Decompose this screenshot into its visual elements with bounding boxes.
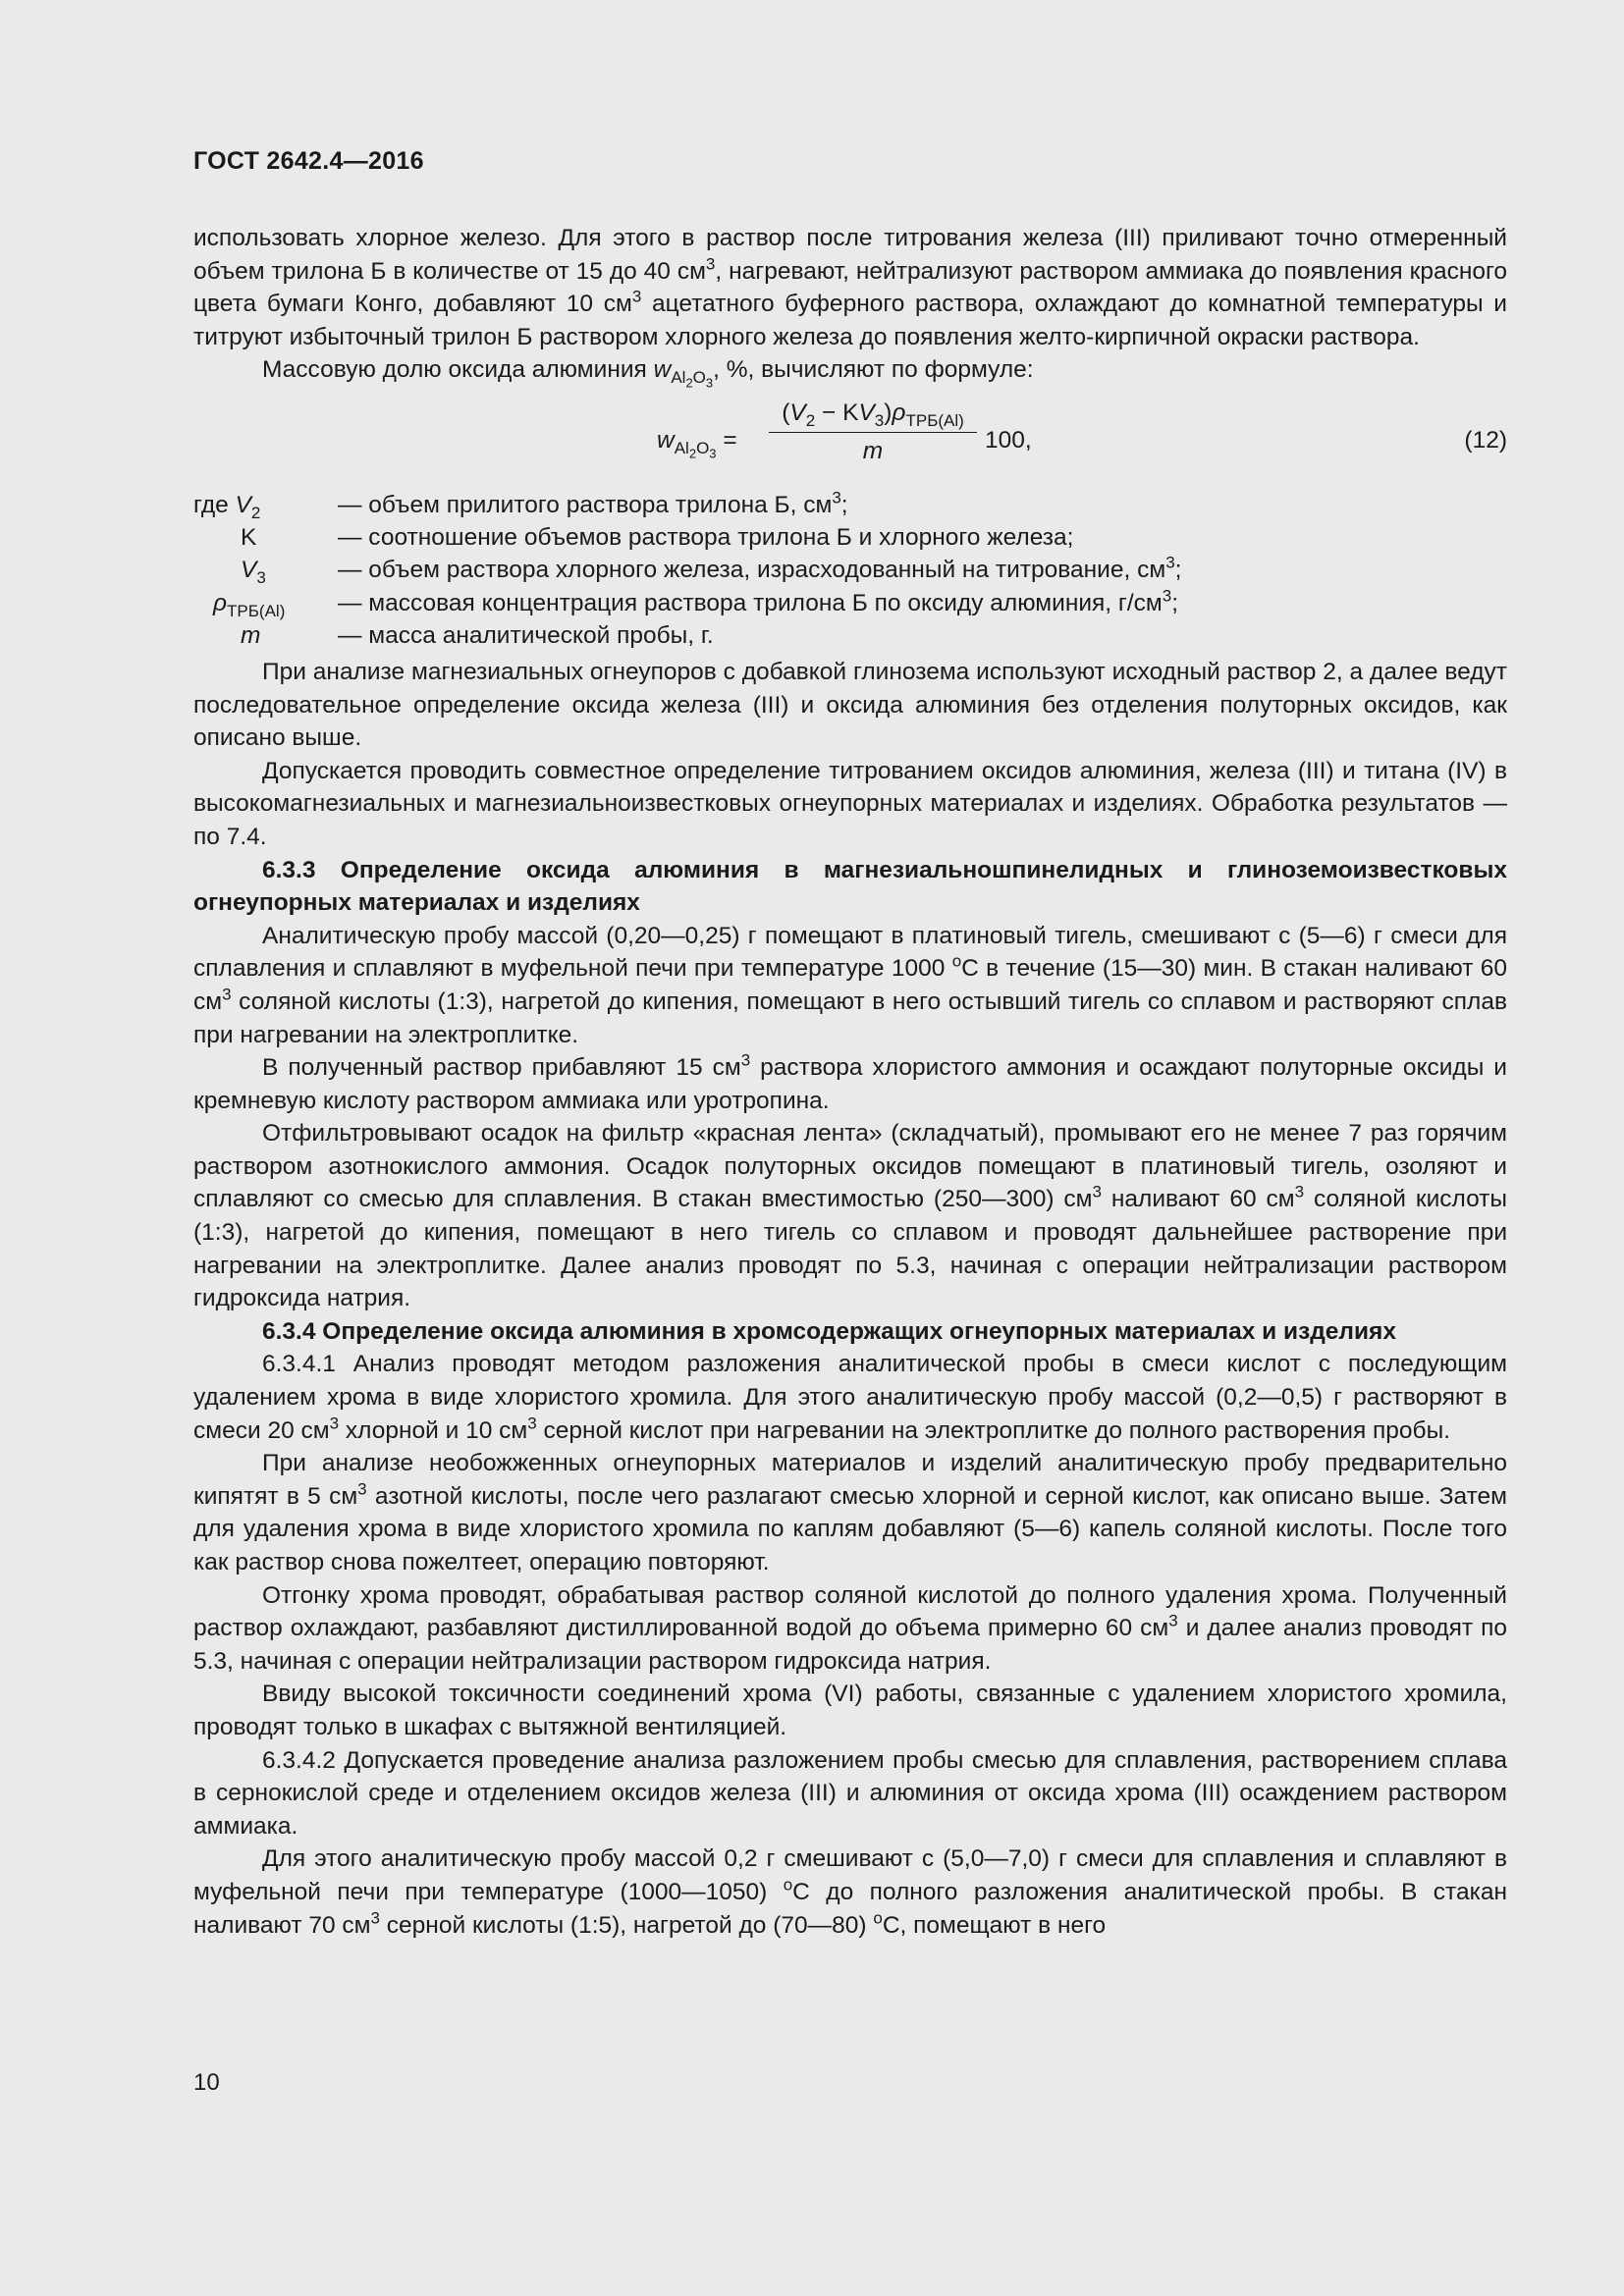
paragraph: Отфильтровывают осадок на фильтр «красная лента» (складчатый), промывают его не менее 7 раз горячим раствором азотнокислого аммония. Осадок полуторных оксидов помещают в платиновый тигель, озоляют и сплавляют со смесью для сплавления. В стакан вместимостью (250—300) $см^3$ наливают 60 $см^3$ соляной кислоты (1:3), нагретой до кипения, помещают в него тигель со сплавом и проводят дальнейшее растворение при нагревании на электроплитке. Далее анализ проводят по 5.3, начиная с операции нейтрализации раствором гидроксида натрия. [193, 1120, 1508, 1312]
paragraph: Отгонку хрома проводят, обрабатывая раствор соляной кислотой до полного удаления хрома. Полученный раствор охлаждают, разбавляют дистиллированной водой до объема примерно 60 $см^3$ и далее анализ проводят по 5.3, начиная с операции нейтрализации раствором гидроксида натрия. [193, 1581, 1507, 1675]
paragraph: Допускается проводить совместное определение титрованием оксидов алюминия, железа (III) и титана (IV) в высокомагнезиальных и магнезиальноизвестковых огнеупорных материалах и изделиях. Обработка результатов — по 7.4. [193, 757, 1507, 850]
formula-legend [193, 489, 1507, 656]
paragraph: использовать хлорное железо. Для этого в раствор после титрования железа (III) приливают точно отмеренный объем трилона Б в количестве от 15 до 40 $см^3$, нагревают, нейтрализуют раствором аммиака до появления красного цвета бумаги Конго, добавляют 10 $см^3$ ацетатного буферного раствора, охлаждают до комнатной температуры и титруют избыточный трилон Б раствором хлорного железа до появления желто-кирпичной окраски раствора. [193, 225, 1508, 350]
formula-tail: 100, [985, 426, 1032, 454]
paragraph: Ввиду высокой токсичности соединений хрома (VI) работы, связанные с удалением хлористого хромила, проводят только в шкафах с вытяжной вентиляцией. [193, 1681, 1507, 1740]
paragraph: 6.3.4.2 Допускается проведение анализа разложением пробы смесью для сплавления, растворением сплава в сернокислой среде и отделением оксидов железа (III) и алюминия от оксида хрома (III) осаждением раствором аммиака. [193, 1746, 1507, 1840]
formula-denominator: m [862, 437, 884, 464]
legend-row: K — соотношение объемов раствора трилона Б и хлорного железа; [241, 523, 1074, 551]
document-body [193, 222, 1507, 1942]
legend-row: $\rho_{ТРБ(Al)}$ — массовая концентрация раствора трилона Б по оксиду алюминия, $г/см^3$; [213, 586, 1179, 620]
paragraph: Аналитическую пробу массой (0,20—0,25) г помещают в платиновый тигель, смешивают с (5—6) г смеси для сплавления и сплавляют в муфельной печи при температуре 1000 $^о$С в течение (15—30) мин. В стакан наливают 60 $см^3$ соляной кислоты (1:3), нагретой до кипения, помещают в него остывший тигель со сплавом и растворяют сплав при нагревании на электроплитке. [193, 922, 1507, 1048]
paragraph: Для этого аналитическую пробу массой 0,2 г смешивают с (5,0—7,0) г смеси для сплавления и сплавляют в муфельной печи при температуре (1000—1050) $^о$С до полного разложения аналитической пробы. В стакан наливают 70 $см^3$ серной кислоты (1:5), нагретой до (70—80) $^о$С, помещают в него [193, 1845, 1507, 1939]
document-header: ГОСТ 2642.4—2016 [193, 147, 424, 175]
formula-12 [193, 391, 1507, 489]
paragraph-mass-fraction: Массовую долю оксида алюминия $w_{Al_2O_3}$, %, вычисляют по формуле: [262, 356, 1034, 391]
paragraph: При анализе необожженных огнеупорных материалов и изделий аналитическую пробу предварительно кипятят в 5 $см^3$ азотной кислоты, после чего разлагают смесью хлорной и серной кислот, как описано выше. Затем для удаления хрома в виде хлористого хромила по каплям добавляют (5—6) капель соляной кислоты. После того как раствор снова пожелтеет, операцию повторяют. [193, 1450, 1507, 1575]
legend-row: где $V_2$ — объем прилитого раствора трилона Б, $см^3$; [193, 488, 848, 522]
legend-row: $V_3$ — объем раствора хлорного железа, израсходованный на титрование, $см^3$; [241, 553, 1182, 587]
formula-numerator: $(V_2 - KV_3)\rho_{ТРБ(Al)}$ [769, 397, 977, 433]
paragraph: При анализе магнезиальных огнеупоров с добавкой глинозема используют исходный раствор 2, а далее ведут последовательное определение оксида железа (III) и оксида алюминия без отделения полуторных оксидов, как описано выше. [193, 658, 1507, 752]
section-heading-6-3-3: 6.3.3 Определение оксида алюминия в магнезиальношпинелидных и глиноземоизвестковых огнеупорных материалах и изделиях [193, 856, 1507, 917]
paragraph: В полученный раствор прибавляют 15 $см^3$ раствора хлористого аммония и осаждают полуторные оксиды и кремневую кислоту раствором аммиака или уротропина. [193, 1050, 1507, 1114]
formula-lhs: $w_{Al_2O_3}$ = [657, 426, 737, 461]
formula-fraction [769, 397, 977, 467]
paragraph: 6.3.4.1 Анализ проводят методом разложения аналитической пробы в смеси кислот с последующим удалением хрома в виде хлористого хромила. Для этого аналитическую пробу массой (0,2—0,5) г растворяют в смеси 20 $см^3$ хлорной и 10 $см^3$ серной кислот при нагревании на электроплитке до полного растворения пробы. [193, 1351, 1507, 1444]
section-heading-6-3-4: 6.3.4 Определение оксида алюминия в хромсодержащих огнеупорных материалах и изделиях [262, 1317, 1396, 1345]
page-number: 10 [193, 2069, 220, 2096]
legend-row: m — масса аналитической пробы, г. [241, 621, 714, 649]
equation-number: (12) [1464, 426, 1507, 454]
